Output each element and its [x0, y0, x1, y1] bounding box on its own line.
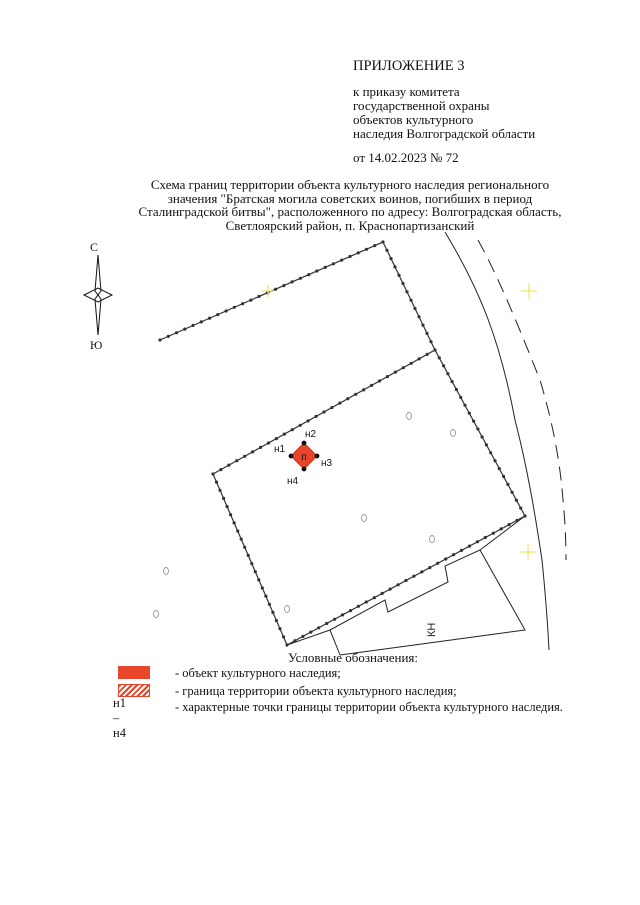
boundary-vertex [508, 523, 511, 526]
road-edge [445, 232, 549, 650]
boundary-vertex [218, 489, 221, 492]
boundary-vertex [315, 415, 318, 418]
boundary-vertex [254, 570, 257, 573]
boundary-vertex [455, 388, 458, 391]
boundary-vertex [325, 622, 328, 625]
boundary-vertex [452, 553, 455, 556]
boundary-vertex [243, 455, 246, 458]
main-parcel-boundary [213, 350, 525, 645]
boundary-vertex [429, 340, 432, 343]
cross-icon [520, 544, 536, 560]
appendix-heading: ПРИЛОЖЕНИЕ 3 [353, 58, 465, 74]
legend-item-text: - объект культурного наследия; [175, 666, 341, 680]
boundary-vertex [468, 412, 471, 415]
boundary-vertex [502, 475, 505, 478]
boundary-vertex [261, 586, 264, 589]
boundary-vertex [267, 441, 270, 444]
boundary-vertex [402, 366, 405, 369]
boundary-vertex [233, 306, 236, 309]
boundary-vertex [317, 626, 320, 629]
boundary-vertex [219, 468, 222, 471]
boundary-vertex [268, 603, 271, 606]
boundary-vertex [341, 613, 344, 616]
order-line: государственной охраны [353, 98, 490, 113]
boundary-vertex [515, 499, 518, 502]
boundary-vertex [444, 557, 447, 560]
tree-icon [451, 430, 456, 437]
boundary-vertex [233, 521, 236, 524]
tree-icon [430, 536, 435, 543]
order-line: наследия Волгоградской области [353, 126, 536, 141]
tree-icon [362, 515, 367, 522]
boundary-vertex [278, 627, 281, 630]
boundary-vertex [489, 451, 492, 454]
boundary-vertex [340, 259, 343, 262]
boundary-vertex [389, 588, 392, 591]
boundary-vertex [215, 481, 218, 484]
boundary-vertex [247, 554, 250, 557]
boundary-vertex [226, 505, 229, 508]
boundary-vertex [200, 320, 203, 323]
cross-icon [521, 283, 537, 299]
boundary-vertex [385, 249, 388, 252]
boundary-vertex [373, 596, 376, 599]
survey-cross-icons [262, 283, 537, 560]
boundary-vertex [426, 353, 429, 356]
boundary-vertex [257, 578, 260, 581]
boundary-vertex [299, 277, 302, 280]
boundary-vertex [175, 331, 178, 334]
compass-north-label: С [90, 240, 99, 254]
boundary-vertex [393, 265, 396, 268]
boundary-vertex [338, 402, 341, 405]
boundary-vertex [394, 371, 397, 374]
upper-parcel-vertices [158, 240, 432, 343]
legend-title: Условные обозначения: [288, 650, 419, 665]
boundary-vertex [167, 335, 170, 338]
boundary-vertex [348, 255, 351, 258]
tree-icon [407, 413, 412, 420]
tree-icon [285, 606, 290, 613]
boundary-vertex [405, 290, 408, 293]
boundary-vertex [227, 464, 230, 467]
boundary-vertex [282, 284, 285, 287]
boundary-vertex [225, 309, 228, 312]
boundary-vertex [275, 619, 278, 622]
boundary-vertex [389, 257, 392, 260]
boundary-vertex [397, 583, 400, 586]
boundary-vertex [158, 338, 161, 341]
boundary-vertex [264, 595, 267, 598]
boundary-vertex [259, 446, 262, 449]
point-label-n1: н1 [274, 444, 286, 455]
boundary-point-n1 [289, 454, 294, 459]
boundary-vertex [386, 375, 389, 378]
boundary-vertex [357, 605, 360, 608]
boundary-vertex [307, 273, 310, 276]
boundary-vertex [282, 635, 285, 638]
boundary-vertex [412, 575, 415, 578]
boundary-vertex [299, 424, 302, 427]
tree-icon [154, 611, 159, 618]
title-line: Светлоярский район, п. Краснопартизанский [225, 217, 475, 233]
boundary-vertex [324, 266, 327, 269]
boundary-point-n3 [315, 454, 320, 459]
boundary-vertex [291, 280, 294, 283]
boundary-vertex [451, 380, 454, 383]
boundary-vertex [354, 393, 357, 396]
boundary-vertex [425, 332, 428, 335]
boundary-vertex [500, 527, 503, 530]
boundary-point-n4 [302, 467, 307, 472]
boundary-vertex [484, 536, 487, 539]
boundary-vertex [258, 295, 261, 298]
boundary-vertex [418, 357, 421, 360]
road-dashed-edge [478, 240, 566, 560]
boundary-vertex [476, 427, 479, 430]
boundary-vertex [241, 302, 244, 305]
boundary-vertex [468, 545, 471, 548]
object-fill-icon [118, 666, 150, 679]
boundary-vertex [373, 244, 376, 247]
boundary-vertex [410, 362, 413, 365]
boundary-vertex [309, 631, 312, 634]
point-label-n2: н2 [305, 429, 317, 440]
boundary-vertex [365, 600, 368, 603]
boundary-vertex [183, 328, 186, 331]
boundary-vertex [250, 562, 253, 565]
boundary-vertex [413, 307, 416, 310]
boundary-vertex [315, 269, 318, 272]
boundary-vertex [510, 491, 513, 494]
boundary-vertex [330, 406, 333, 409]
title-line: Схема границ территории объекта культурного наследия регионального [150, 177, 550, 192]
boundary-vertex [322, 410, 325, 413]
boundary-vertex [211, 472, 214, 475]
boundary-vertex [191, 324, 194, 327]
boundary-vertex [428, 566, 431, 569]
boundary-vertex [381, 240, 384, 243]
boundary-vertex [481, 435, 484, 438]
points-range-label: н1 – н4 [113, 696, 126, 740]
boundary-vertex [420, 570, 423, 573]
title-line: значения "Братская могила советских воинов, погибших в период [167, 190, 533, 206]
boundary-vertex [283, 433, 286, 436]
boundary-vertex [251, 450, 254, 453]
boundary-vertex [459, 396, 462, 399]
boundary-vertex [236, 529, 239, 532]
tree-icon [164, 568, 169, 575]
upper-parcel-boundary [160, 242, 435, 350]
boundary-vertex [222, 497, 225, 500]
boundary-vertex [436, 562, 439, 565]
boundary-vertex [346, 397, 349, 400]
kn-label: КН [426, 622, 438, 637]
boundary-vertex [235, 459, 238, 462]
boundary-vertex [433, 348, 436, 351]
boundary-vertex [417, 315, 420, 318]
heritage-object-mark: п [301, 452, 307, 463]
boundary-vertex [274, 288, 277, 291]
boundary-vertex [362, 388, 365, 391]
boundary-vertex [240, 538, 243, 541]
boundary-vertex [460, 549, 463, 552]
title-line: Сталинградской битвы", расположенного по адресу: Волгоградская область, [138, 204, 562, 219]
boundary-vertex [438, 356, 441, 359]
boundary-vertex [409, 299, 412, 302]
boundary-vertex [446, 372, 449, 375]
cross-icon [262, 285, 274, 297]
boundary-vertex [275, 437, 278, 440]
boundary-vertex [442, 364, 445, 367]
boundary-vertex [476, 540, 479, 543]
boundary-vertex [332, 262, 335, 265]
point-label-n3: н3 [321, 458, 333, 469]
order-line: объектов культурного [353, 112, 474, 127]
legend-item-text: - характерные точки границы территории объекта культурного наследия. [175, 700, 563, 714]
boundary-vertex [357, 251, 360, 254]
boundary-vertex [381, 592, 384, 595]
boundary-vertex [216, 313, 219, 316]
boundary-vertex [397, 274, 400, 277]
legend-item-text: - граница территории объекта культурного наследия; [175, 684, 457, 698]
boundary-vertex [506, 483, 509, 486]
boundary-vertex [378, 379, 381, 382]
boundary-vertex [291, 428, 294, 431]
boundary-vertex [421, 324, 424, 327]
boundary-vertex [349, 609, 352, 612]
boundary-vertex [519, 507, 522, 510]
boundary-vertex [370, 384, 373, 387]
boundary-vertex [208, 317, 211, 320]
compass-south-label: Ю [90, 338, 103, 352]
main-parcel-vertices [211, 348, 526, 646]
boundary-vertex [333, 618, 336, 621]
boundary-vertex [492, 532, 495, 535]
point-label-n4: н4 [287, 476, 299, 487]
boundary-vertex [404, 579, 407, 582]
boundary-vertex [271, 611, 274, 614]
boundary-point-n2 [302, 441, 307, 446]
boundary-vertex [249, 299, 252, 302]
boundary-vertex [463, 404, 466, 407]
boundary-vertex [498, 467, 501, 470]
boundary-vertex [365, 248, 368, 251]
order-line: к приказу комитета [353, 84, 460, 99]
boundary-vertex [401, 282, 404, 285]
boundary-vertex [307, 419, 310, 422]
boundary-vertex [485, 443, 488, 446]
boundary-vertex [301, 635, 304, 638]
boundary-vertex [472, 420, 475, 423]
boundary-vertex [243, 546, 246, 549]
order-date: от 14.02.2023 № 72 [353, 150, 459, 165]
boundary-vertex [493, 459, 496, 462]
boundary-vertex [229, 513, 232, 516]
